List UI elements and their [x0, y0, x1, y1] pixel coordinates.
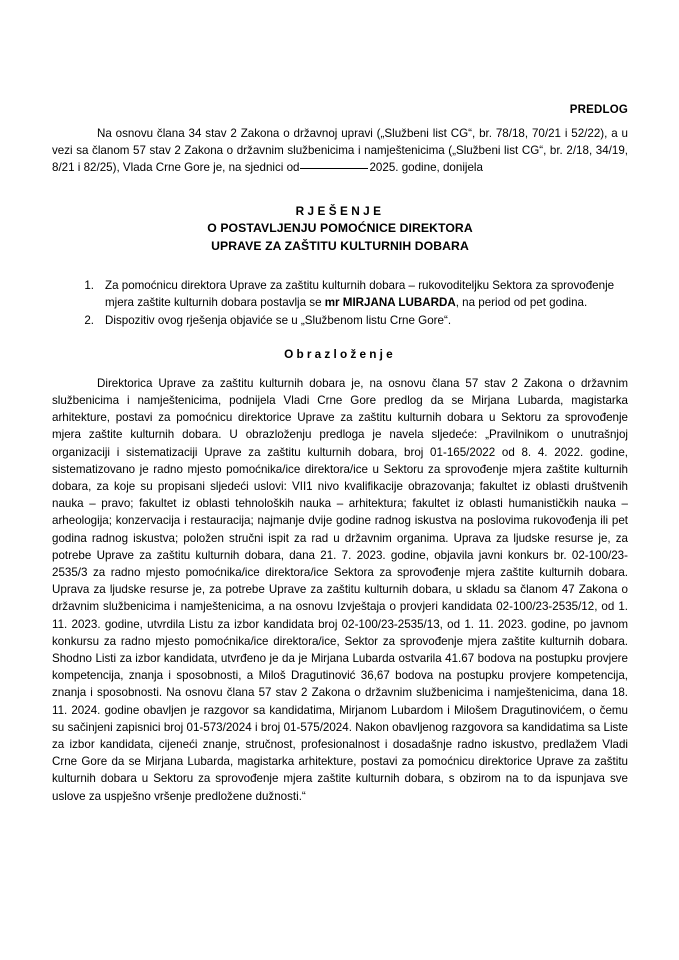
decision-item-text-lead: Dispozitiv ovog rješenja objaviće se u „Službenom listu Crne Gore“.: [105, 313, 452, 327]
decision-item-text-lead: Za pomoćnicu direktora Uprave za zaštitu kulturnih dobara – rukovoditeljku Sektora za sprovođenje mjera zaštite kulturnih dobara postavlja se: [105, 279, 615, 310]
document-title-block: [52, 203, 628, 256]
appointee-name: mr MIRJANA LUBARDA: [324, 296, 456, 310]
title-line-authority: UPRAVE ZA ZAŠTITU KULTURNIH DOBARA: [211, 238, 469, 253]
preamble-part-2: 2025. godine, donijela: [369, 161, 483, 175]
decision-item-number: 1.: [84, 279, 94, 293]
legal-preamble: [52, 125, 628, 177]
decision-item-text-tail: , na period od pet godina.: [455, 296, 588, 310]
document-content: [52, 0, 628, 816]
decision-item: [52, 277, 628, 311]
title-line-subject: O POSTAVLJENJU POMOĆNICE DIREKTORA: [207, 221, 473, 236]
explanation-body: Direktorica Uprave za zaštitu kulturnih dobara je, na osnovu člana 57 stav 2 Zakona o državnim službenicima i namještenicima, podnijela Vladi Crne Gore predlog da se Mirjana Lubarda, magistarka arhitekture, postavi za pomoćnicu direktorice Uprave za zaštitu kulturnih dobara u Sektoru za sprovođenje mjera zaštite kulturnih dobara. U obrazloženju predloga je navela sljedeće: „Pravilnikom o unutrašnjoj organizaciji i sistematizaciji Uprave za zaštitu kulturnih dobara, broj 01-165/2022 od 8. 4. 2022. godine, sistematizovano je radno mjesto pomoćnika/ice direktora/ice u Sektoru za sprovođenje mjera zaštite kulturnih dobara, za koje su propisani sljedeći uslovi: VII1 nivo kvalifikacije obrazovanja; fakultet iz oblasti društvenih nauka – pravo; fakultet iz oblasti tehnoloških nauka – arhitektura; fakultet iz oblasti humanističkih nauka – arheologija; konzervacija i restauracija; najmanje dvije godine radnog iskustva na poslovima rukovođenja ili pet godina radnog iskustva; položen stručni ispit za rad u državnim organima. Uprava za ljudske resurse je, za potrebe Uprave za zaštitu kulturnih dobara, dana 21. 7. 2023. godine, objavila javni konkurs br. 02-100/23-2535/3 za radno mjesto pomoćnika/ice direktora/ice Sektora za sprovođenje mjera zaštite kulturnih dobara. Uprava za ljudske resurse je, za potrebe Uprave za zaštitu kulturnih dobara, u skladu sa članom 47 Zakona o državnim službenicima i namještenicima, a na osnovu Izvještaja o provjeri kandidata 02-100/23-2535/12, od 1. 11. 2023. godine, utvrdila Listu za izbor kandidata broj 02-100/23-2535/13, od 1. 11. 2023. godine, po javnom konkursu za radno mjesto pomoćnika/ice direktora/ice, Sektor za sprovođenje mjera zaštite kulturnih dobara. Shodno Listi za izbor kandidata, utvrđeno je da je Mirjana Lubarda ostvarila 41.67 bodova na postupku provjere kompetencija, znanja i sposobnosti, a Miloš Dragutinović 36,67 bodova na postupku provjere kompetencija, znanja i sposobnosti. Na osnovu člana 57 stav 2 Zakona o državnim službenicima i namještenicima, dana 18. 11. 2024. godine obavljen je razgovor sa kandidatima, Mirjanom Lubardom i Milošem Dragutinovićem, o čemu su sačinjeni zapisnici broj 01-573/2024 i broj 01-575/2024. Nakon obavljenog razgovora sa kandidatima sa Liste za izbor kandidata, cijeneći znanje, stručnost, profesionalnost i dosadašnje radno iskustvo, predlažem Vladi Crne Gore da se Mirjana Lubarda, magistarka arhitekture, postavi za pomoćnicu direktorice Uprave za zaštitu kulturnih dobara u Sektoru za sprovođenje mjera zaštite kulturnih dobara, s obzirom na to da ispunjava sve uslove za uspješno vršenje predložene dužnosti.“: [52, 376, 628, 803]
header-row: [52, 0, 628, 118]
decision-item: [52, 312, 628, 329]
preamble-part-1: Na osnovu člana 34 stav 2 Zakona o državnoj upravi („Službeni list CG“, br. 78/18, 70/21 i 52/22), a u vezi sa članom 57 stav 2 Zakona o državnim službenicima i namještenicima („Službeni list CG“, br. 2/18, 34/19, 8/21 i 82/25), Vlada Crne Gore je, na sjednici od: [52, 127, 628, 175]
decision-items-list: [52, 277, 628, 329]
explanation-heading: Obrazloženje: [284, 346, 396, 361]
decision-item-number: 2.: [84, 313, 94, 327]
title-line-decision: RJEŠENJE: [295, 203, 385, 218]
date-blank-field[interactable]: [300, 168, 368, 169]
document-type-label: PREDLOG: [569, 104, 628, 116]
